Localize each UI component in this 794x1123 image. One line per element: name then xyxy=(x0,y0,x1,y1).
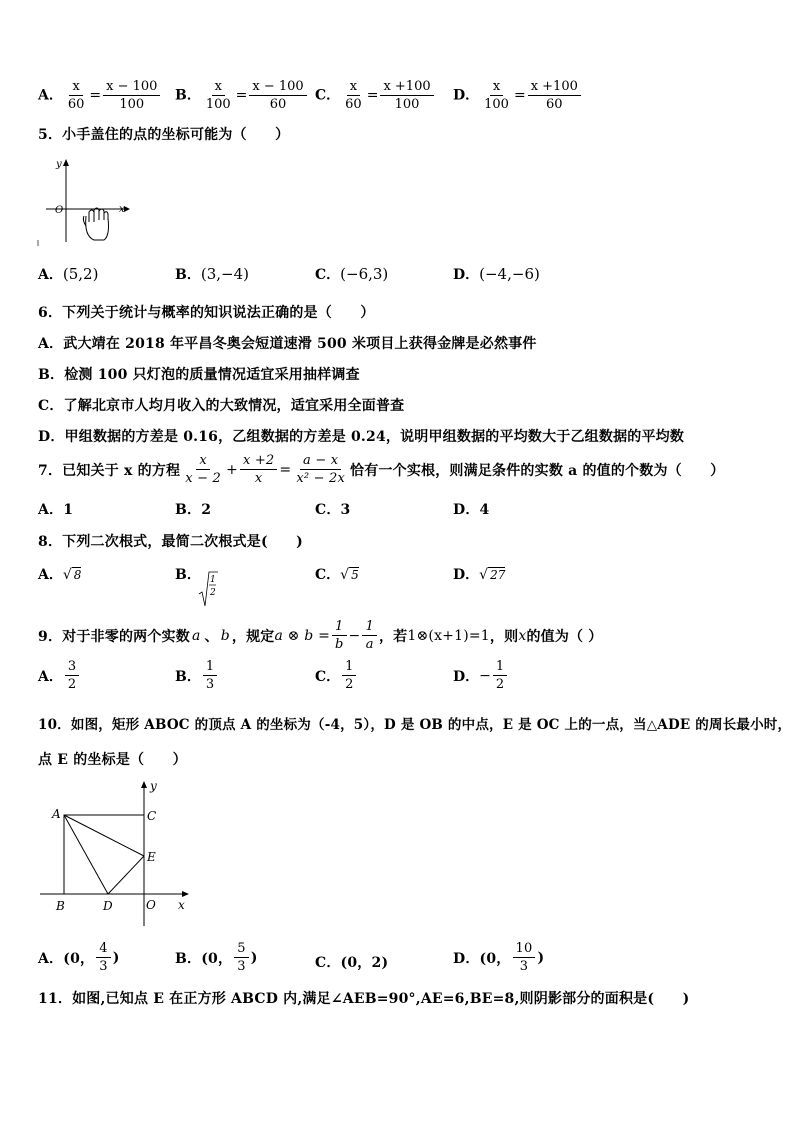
y-axis-arrow xyxy=(63,159,69,166)
q4-option-b: B． $\frac{x}{100}$ = $\frac{x - 100}{60}$ xyxy=(175,78,309,113)
q10-stem-line2: 点 E 的坐标是（ ） xyxy=(38,752,187,768)
q11-stem: 11．如图,已知点 E 在正方形 ABCD 内,满足∠AEB=90°,AE=6,BE=8,则阴影部分的面积是( ) xyxy=(38,991,690,1007)
x-axis-arrow xyxy=(124,206,130,212)
y-axis-arrow xyxy=(141,781,147,788)
q4-option-c: C． $\frac{x}{60}$ = $\frac{x +100}{100}$ xyxy=(315,78,436,113)
q6-stem: 6．下列关于统计与概率的知识说法正确的是（ ） xyxy=(38,305,375,321)
segment-de xyxy=(108,856,144,894)
label-b: B xyxy=(56,899,65,913)
q7-option-c: C．3 xyxy=(315,502,351,518)
q10-option-d: D． (0， $\frac{10}{3}$ ) xyxy=(453,941,545,974)
q8-option-d: D．√ 27 xyxy=(453,567,506,583)
q5-option-b: B．(3,−4) xyxy=(175,265,249,283)
hand-icon xyxy=(83,208,108,240)
label-o: O xyxy=(146,898,156,912)
q9-option-d: D． − $\frac{1}{2}$ xyxy=(453,658,509,693)
q7-option-d: D．4 xyxy=(453,502,490,518)
label-c: C xyxy=(147,809,157,823)
q9-option-a: A． $\frac{3}{2}$ xyxy=(38,658,81,693)
q6-option-c: C．了解北京市人均月收入的大致情况，适宜采用全面普查 xyxy=(38,398,405,414)
segment-ae xyxy=(64,815,144,856)
q7-stem-prefix: 7．已知关于 x 的方程 xyxy=(38,462,181,479)
segment-ad xyxy=(64,815,108,894)
q6-option-d: D．甲组数据的方差是 0.16，乙组数据的方差是 0.24，说明甲组数据的平均数大于乙组数据的平均数 xyxy=(38,429,685,445)
y-axis-label: y xyxy=(56,159,62,170)
q7-fraction-3: $\frac{a - x}{\text{x² − 2x}}$ xyxy=(296,453,346,486)
x-axis-arrow xyxy=(182,891,189,897)
q5-option-a: A．(5,2) xyxy=(38,265,99,283)
q10-stem-line1: 10．如图，矩形 ABOC 的顶点 A 的坐标为（-4，5），D 是 OB 的中点，E 是 OC 上的一点，当△ADE 的周长最小时， xyxy=(38,717,792,733)
q7-option-a: A．1 xyxy=(38,502,74,518)
q7-stem: 7．已知关于 x 的方程 $\frac{x}{x - 2}$ + $\frac{x +2}{x}$ = $\frac{a - x}{\text{x² − 2x}}$ 恰有一个实根，则满足条件的实数 a 的值的个数为（ ） xyxy=(38,453,725,486)
q5-stem: 5．小手盖住的点的坐标可能为（ ） xyxy=(38,127,290,143)
q7-fraction-2: $\frac{x +2}{x}$ xyxy=(240,452,277,487)
origin-label: O xyxy=(55,205,64,216)
svg-text:1: 1 xyxy=(210,575,216,585)
q4-option-a: A． $\frac{x}{60}$ = $\frac{x - 100}{100}$ xyxy=(38,78,162,113)
rectangle-abco xyxy=(64,815,144,894)
q10-rectangle-figure xyxy=(36,776,196,928)
q9-fraction-2: $\frac{1}{a}$ xyxy=(362,618,376,653)
x-axis-label: x xyxy=(119,204,125,215)
q8-stem: 8．下列二次根式，最简二次根式是( ) xyxy=(38,534,303,550)
q9-option-b: B． $\frac{1}{3}$ xyxy=(175,658,219,693)
label-d: D xyxy=(103,899,113,913)
x-axis-label: x xyxy=(178,898,185,912)
sqrt-one-half xyxy=(197,568,219,610)
q10-option-a: A． (0， $\frac{4}{3}$ ) xyxy=(38,941,120,974)
q5-option-d: D．(−4,−6) xyxy=(453,265,540,283)
svg-text:2: 2 xyxy=(210,588,216,598)
q9-fraction-1: $\frac{1}{b}$ xyxy=(332,618,347,653)
label-e: E xyxy=(147,850,156,864)
label-a: A xyxy=(52,807,61,821)
q8-option-b: B． 1 2 xyxy=(175,564,201,584)
q5-coordinate-figure xyxy=(36,152,136,248)
y-axis-label: y xyxy=(150,779,157,793)
q9-option-c: C． $\frac{1}{2}$ xyxy=(315,658,358,693)
q8-option-a: A．√ 8 xyxy=(38,567,82,583)
q8-option-c: C．√ 5 xyxy=(315,567,359,583)
q7-stem-suffix: 恰有一个实根，则满足条件的实数 a 的值的个数为（ ） xyxy=(350,462,725,479)
q10-option-c: C．(0，2) xyxy=(315,955,389,971)
q9-stem: 9．对于非零的两个实数 a 、 b ，规定 a ⊗ b = $\frac{1}{b}$ − $\frac{1}{a}$ ，若 1⊗(x+1)=1 ，则 x 的值为（ ） xyxy=(38,619,603,652)
q5-option-c: C．(−6,3) xyxy=(315,265,389,283)
q7-option-b: B．2 xyxy=(175,502,212,518)
q10-option-b: B． (0， $\frac{5}{3}$ ) xyxy=(175,941,258,974)
q7-fraction-1: $\frac{x}{x - 2}$ xyxy=(185,453,222,486)
q6-option-b: B．检测 100 只灯泡的质量情况适宜采用抽样调查 xyxy=(38,367,360,383)
q6-option-a: A．武大靖在 2018 年平昌冬奥会短道速滑 500 米项目上获得金牌是必然事件 xyxy=(38,336,537,352)
q4-option-d: D． $\frac{x}{100}$ = $\frac{x +100}{60}$ xyxy=(453,78,583,113)
